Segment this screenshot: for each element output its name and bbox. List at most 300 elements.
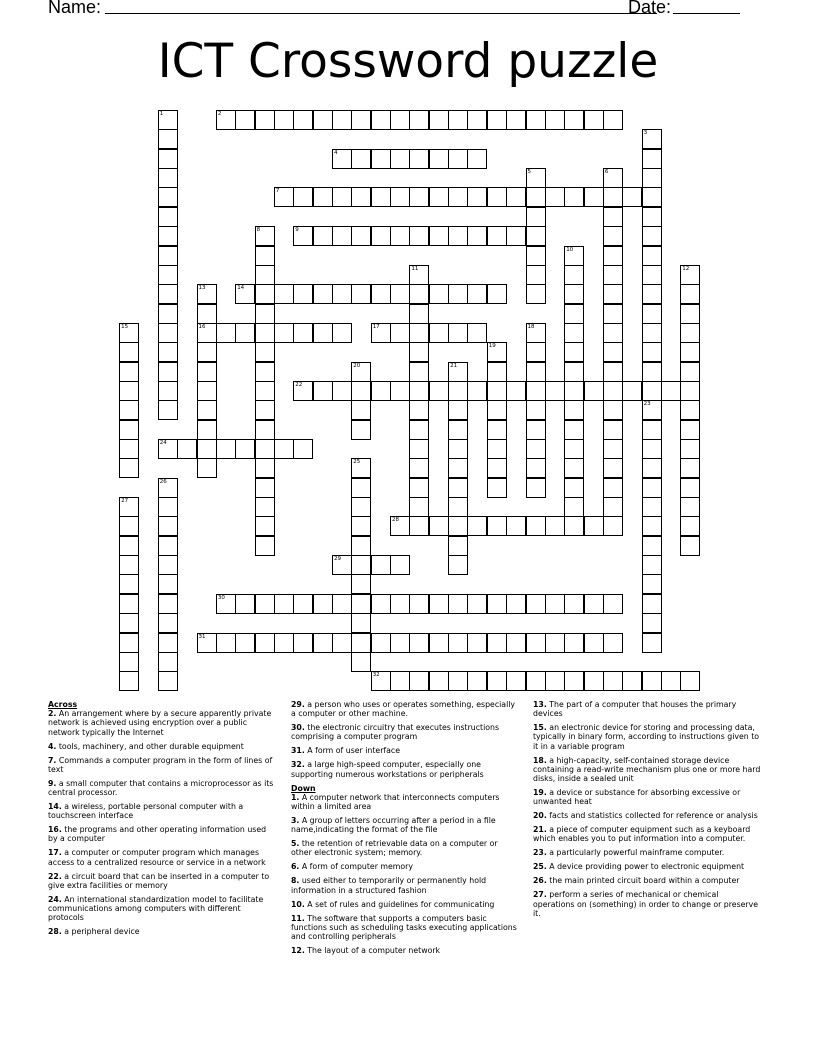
grid-cell[interactable] (409, 342, 429, 362)
grid-cell[interactable] (487, 439, 507, 459)
grid-cell[interactable] (487, 671, 507, 691)
grid-cell[interactable] (177, 439, 197, 459)
grid-cell[interactable] (642, 400, 662, 420)
grid-cell[interactable] (564, 439, 584, 459)
grid-cell[interactable] (545, 671, 565, 691)
grid-cell[interactable] (680, 478, 700, 498)
grid-cell[interactable] (642, 633, 662, 653)
grid-cell[interactable] (642, 439, 662, 459)
grid-cell[interactable] (642, 129, 662, 149)
grid-cell[interactable] (409, 420, 429, 440)
grid-cell[interactable] (642, 381, 662, 401)
grid-cell[interactable] (487, 516, 507, 536)
grid-cell[interactable] (119, 536, 139, 556)
grid-cell[interactable] (642, 458, 662, 478)
grid-cell[interactable] (526, 110, 546, 130)
grid-cell[interactable] (255, 516, 275, 536)
grid-cell[interactable] (158, 613, 178, 633)
grid-cell[interactable] (680, 342, 700, 362)
grid-cell[interactable] (680, 400, 700, 420)
grid-cell[interactable] (487, 342, 507, 362)
grid-cell[interactable] (564, 671, 584, 691)
grid-cell[interactable] (545, 187, 565, 207)
grid-cell[interactable] (448, 420, 468, 440)
grid-cell[interactable] (390, 671, 410, 691)
grid-cell[interactable] (680, 284, 700, 304)
grid-cell[interactable] (487, 362, 507, 382)
grid-cell[interactable] (642, 536, 662, 556)
grid-cell[interactable] (487, 381, 507, 401)
grid-cell[interactable] (313, 381, 333, 401)
grid-cell[interactable] (487, 420, 507, 440)
grid-cell[interactable] (197, 633, 217, 653)
grid-cell[interactable] (158, 478, 178, 498)
grid-cell[interactable] (158, 207, 178, 227)
grid-cell[interactable] (467, 671, 487, 691)
grid-cell[interactable] (293, 284, 313, 304)
grid-cell[interactable] (564, 594, 584, 614)
grid-cell[interactable] (158, 265, 178, 285)
grid-cell[interactable] (448, 458, 468, 478)
grid-cell[interactable] (409, 187, 429, 207)
grid-cell[interactable] (448, 400, 468, 420)
grid-cell[interactable] (487, 400, 507, 420)
grid-cell[interactable] (545, 381, 565, 401)
grid-cell[interactable] (584, 516, 604, 536)
grid-cell[interactable] (429, 671, 449, 691)
grid-cell[interactable] (680, 439, 700, 459)
grid-cell[interactable] (274, 284, 294, 304)
grid-cell[interactable] (603, 304, 623, 324)
grid-cell[interactable] (119, 362, 139, 382)
grid-cell[interactable] (409, 284, 429, 304)
grid-cell[interactable] (158, 574, 178, 594)
grid-cell[interactable] (371, 110, 391, 130)
grid-cell[interactable] (351, 400, 371, 420)
grid-cell[interactable] (526, 265, 546, 285)
grid-cell[interactable] (255, 265, 275, 285)
grid-cell[interactable] (409, 594, 429, 614)
grid-cell[interactable] (351, 652, 371, 672)
grid-cell[interactable] (584, 381, 604, 401)
grid-cell[interactable] (255, 284, 275, 304)
grid-cell[interactable] (526, 478, 546, 498)
grid-cell[interactable] (584, 671, 604, 691)
grid-cell[interactable] (429, 110, 449, 130)
grid-cell[interactable] (235, 284, 255, 304)
grid-cell[interactable] (274, 633, 294, 653)
grid-cell[interactable] (526, 381, 546, 401)
grid-cell[interactable] (448, 110, 468, 130)
grid-cell[interactable] (158, 168, 178, 188)
grid-cell[interactable] (680, 381, 700, 401)
grid-cell[interactable] (526, 187, 546, 207)
grid-cell[interactable] (448, 362, 468, 382)
grid-cell[interactable] (603, 478, 623, 498)
grid-cell[interactable] (603, 342, 623, 362)
grid-cell[interactable] (255, 420, 275, 440)
grid-cell[interactable] (467, 226, 487, 246)
grid-cell[interactable] (351, 633, 371, 653)
grid-cell[interactable] (680, 671, 700, 691)
grid-cell[interactable] (409, 633, 429, 653)
grid-cell[interactable] (390, 226, 410, 246)
grid-cell[interactable] (371, 671, 391, 691)
grid-cell[interactable] (255, 400, 275, 420)
grid-cell[interactable] (274, 594, 294, 614)
grid-cell[interactable] (467, 633, 487, 653)
grid-cell[interactable] (409, 458, 429, 478)
grid-cell[interactable] (526, 594, 546, 614)
grid-cell[interactable] (158, 671, 178, 691)
grid-cell[interactable] (526, 516, 546, 536)
grid-cell[interactable] (487, 458, 507, 478)
grid-cell[interactable] (119, 613, 139, 633)
grid-cell[interactable] (622, 671, 642, 691)
grid-cell[interactable] (332, 226, 352, 246)
grid-cell[interactable] (409, 149, 429, 169)
grid-cell[interactable] (119, 671, 139, 691)
grid-cell[interactable] (351, 613, 371, 633)
grid-cell[interactable] (603, 671, 623, 691)
grid-cell[interactable] (622, 187, 642, 207)
grid-cell[interactable] (197, 420, 217, 440)
grid-cell[interactable] (564, 420, 584, 440)
grid-cell[interactable] (603, 362, 623, 382)
grid-cell[interactable] (351, 536, 371, 556)
grid-cell[interactable] (680, 304, 700, 324)
grid-cell[interactable] (293, 323, 313, 343)
grid-cell[interactable] (642, 574, 662, 594)
grid-cell[interactable] (158, 633, 178, 653)
grid-cell[interactable] (158, 536, 178, 556)
grid-cell[interactable] (255, 536, 275, 556)
grid-cell[interactable] (119, 574, 139, 594)
grid-cell[interactable] (216, 110, 236, 130)
grid-cell[interactable] (603, 265, 623, 285)
grid-cell[interactable] (564, 323, 584, 343)
grid-cell[interactable] (351, 149, 371, 169)
grid-cell[interactable] (564, 304, 584, 324)
grid-cell[interactable] (158, 110, 178, 130)
grid-cell[interactable] (409, 381, 429, 401)
grid-cell[interactable] (255, 458, 275, 478)
grid-cell[interactable] (487, 226, 507, 246)
grid-cell[interactable] (448, 323, 468, 343)
grid-cell[interactable] (235, 594, 255, 614)
grid-cell[interactable] (332, 381, 352, 401)
grid-cell[interactable] (584, 594, 604, 614)
grid-cell[interactable] (642, 304, 662, 324)
grid-cell[interactable] (448, 497, 468, 517)
grid-cell[interactable] (371, 149, 391, 169)
grid-cell[interactable] (313, 323, 333, 343)
grid-cell[interactable] (409, 304, 429, 324)
grid-cell[interactable] (603, 207, 623, 227)
grid-cell[interactable] (603, 168, 623, 188)
grid-cell[interactable] (429, 187, 449, 207)
grid-cell[interactable] (467, 284, 487, 304)
grid-cell[interactable] (371, 555, 391, 575)
grid-cell[interactable] (603, 420, 623, 440)
grid-cell[interactable] (448, 516, 468, 536)
grid-cell[interactable] (371, 633, 391, 653)
grid-cell[interactable] (584, 187, 604, 207)
grid-cell[interactable] (351, 381, 371, 401)
grid-cell[interactable] (158, 246, 178, 266)
grid-cell[interactable] (564, 478, 584, 498)
grid-cell[interactable] (197, 284, 217, 304)
grid-cell[interactable] (274, 110, 294, 130)
grid-cell[interactable] (467, 594, 487, 614)
grid-cell[interactable] (680, 516, 700, 536)
grid-cell[interactable] (642, 246, 662, 266)
grid-cell[interactable] (429, 284, 449, 304)
grid-cell[interactable] (255, 226, 275, 246)
grid-cell[interactable] (642, 342, 662, 362)
grid-cell[interactable] (448, 594, 468, 614)
grid-cell[interactable] (274, 187, 294, 207)
grid-cell[interactable] (197, 381, 217, 401)
grid-cell[interactable] (603, 400, 623, 420)
grid-cell[interactable] (255, 246, 275, 266)
grid-cell[interactable] (351, 594, 371, 614)
grid-cell[interactable] (255, 594, 275, 614)
grid-cell[interactable] (448, 633, 468, 653)
grid-cell[interactable] (642, 265, 662, 285)
grid-cell[interactable] (274, 323, 294, 343)
grid-cell[interactable] (448, 555, 468, 575)
grid-cell[interactable] (642, 207, 662, 227)
grid-cell[interactable] (642, 420, 662, 440)
grid-cell[interactable] (119, 381, 139, 401)
grid-cell[interactable] (255, 362, 275, 382)
grid-cell[interactable] (564, 265, 584, 285)
grid-cell[interactable] (603, 323, 623, 343)
grid-cell[interactable] (506, 633, 526, 653)
grid-cell[interactable] (332, 323, 352, 343)
grid-cell[interactable] (642, 226, 662, 246)
grid-cell[interactable] (235, 110, 255, 130)
grid-cell[interactable] (526, 207, 546, 227)
grid-cell[interactable] (680, 497, 700, 517)
grid-cell[interactable] (448, 671, 468, 691)
grid-cell[interactable] (351, 458, 371, 478)
grid-cell[interactable] (642, 613, 662, 633)
grid-cell[interactable] (642, 168, 662, 188)
grid-cell[interactable] (351, 574, 371, 594)
grid-cell[interactable] (603, 381, 623, 401)
grid-cell[interactable] (429, 633, 449, 653)
grid-cell[interactable] (351, 284, 371, 304)
grid-cell[interactable] (313, 594, 333, 614)
grid-cell[interactable] (545, 594, 565, 614)
grid-cell[interactable] (158, 226, 178, 246)
grid-cell[interactable] (526, 168, 546, 188)
grid-cell[interactable] (351, 478, 371, 498)
grid-cell[interactable] (119, 400, 139, 420)
grid-cell[interactable] (119, 420, 139, 440)
grid-cell[interactable] (564, 284, 584, 304)
grid-cell[interactable] (642, 284, 662, 304)
grid-cell[interactable] (158, 284, 178, 304)
grid-cell[interactable] (255, 633, 275, 653)
grid-cell[interactable] (526, 342, 546, 362)
grid-cell[interactable] (680, 362, 700, 382)
grid-cell[interactable] (409, 110, 429, 130)
grid-cell[interactable] (216, 594, 236, 614)
grid-cell[interactable] (255, 497, 275, 517)
grid-cell[interactable] (371, 187, 391, 207)
grid-cell[interactable] (197, 362, 217, 382)
grid-cell[interactable] (506, 226, 526, 246)
grid-cell[interactable] (119, 458, 139, 478)
grid-cell[interactable] (467, 187, 487, 207)
grid-cell[interactable] (409, 516, 429, 536)
grid-cell[interactable] (390, 555, 410, 575)
grid-cell[interactable] (293, 633, 313, 653)
grid-cell[interactable] (603, 284, 623, 304)
grid-cell[interactable] (332, 187, 352, 207)
grid-cell[interactable] (506, 110, 526, 130)
grid-cell[interactable] (255, 323, 275, 343)
grid-cell[interactable] (390, 110, 410, 130)
grid-cell[interactable] (158, 129, 178, 149)
grid-cell[interactable] (351, 555, 371, 575)
grid-cell[interactable] (603, 633, 623, 653)
grid-cell[interactable] (429, 149, 449, 169)
grid-cell[interactable] (409, 323, 429, 343)
grid-cell[interactable] (564, 342, 584, 362)
grid-cell[interactable] (351, 497, 371, 517)
grid-cell[interactable] (564, 400, 584, 420)
grid-cell[interactable] (255, 439, 275, 459)
grid-cell[interactable] (603, 246, 623, 266)
grid-cell[interactable] (409, 226, 429, 246)
grid-cell[interactable] (255, 381, 275, 401)
grid-cell[interactable] (642, 555, 662, 575)
grid-cell[interactable] (564, 246, 584, 266)
grid-cell[interactable] (448, 439, 468, 459)
grid-cell[interactable] (119, 633, 139, 653)
grid-cell[interactable] (642, 671, 662, 691)
grid-cell[interactable] (642, 323, 662, 343)
grid-cell[interactable] (467, 381, 487, 401)
grid-cell[interactable] (467, 516, 487, 536)
grid-cell[interactable] (255, 342, 275, 362)
grid-cell[interactable] (119, 497, 139, 517)
grid-cell[interactable] (487, 633, 507, 653)
grid-cell[interactable] (390, 516, 410, 536)
grid-cell[interactable] (255, 110, 275, 130)
grid-cell[interactable] (448, 536, 468, 556)
grid-cell[interactable] (158, 323, 178, 343)
grid-cell[interactable] (680, 458, 700, 478)
grid-cell[interactable] (642, 149, 662, 169)
grid-cell[interactable] (680, 323, 700, 343)
grid-cell[interactable] (313, 633, 333, 653)
grid-cell[interactable] (526, 400, 546, 420)
grid-cell[interactable] (216, 323, 236, 343)
grid-cell[interactable] (603, 497, 623, 517)
grid-cell[interactable] (545, 516, 565, 536)
grid-cell[interactable] (642, 478, 662, 498)
grid-cell[interactable] (197, 342, 217, 362)
grid-cell[interactable] (467, 323, 487, 343)
grid-cell[interactable] (409, 439, 429, 459)
grid-cell[interactable] (119, 516, 139, 536)
grid-cell[interactable] (119, 323, 139, 343)
grid-cell[interactable] (351, 110, 371, 130)
grid-cell[interactable] (526, 362, 546, 382)
grid-cell[interactable] (526, 226, 546, 246)
grid-cell[interactable] (351, 516, 371, 536)
grid-cell[interactable] (506, 594, 526, 614)
grid-cell[interactable] (642, 594, 662, 614)
grid-cell[interactable] (409, 497, 429, 517)
grid-cell[interactable] (371, 284, 391, 304)
grid-cell[interactable] (255, 304, 275, 324)
grid-cell[interactable] (642, 497, 662, 517)
grid-cell[interactable] (332, 110, 352, 130)
grid-cell[interactable] (506, 516, 526, 536)
grid-cell[interactable] (487, 187, 507, 207)
grid-cell[interactable] (564, 458, 584, 478)
grid-cell[interactable] (390, 594, 410, 614)
grid-cell[interactable] (487, 284, 507, 304)
grid-cell[interactable] (158, 516, 178, 536)
grid-cell[interactable] (467, 110, 487, 130)
grid-cell[interactable] (158, 187, 178, 207)
grid-cell[interactable] (487, 110, 507, 130)
grid-cell[interactable] (293, 381, 313, 401)
grid-cell[interactable] (448, 478, 468, 498)
grid-cell[interactable] (158, 497, 178, 517)
grid-cell[interactable] (197, 439, 217, 459)
grid-cell[interactable] (313, 187, 333, 207)
grid-cell[interactable] (293, 187, 313, 207)
grid-cell[interactable] (235, 323, 255, 343)
grid-cell[interactable] (409, 362, 429, 382)
grid-cell[interactable] (642, 516, 662, 536)
grid-cell[interactable] (293, 594, 313, 614)
grid-cell[interactable] (661, 671, 681, 691)
grid-cell[interactable] (448, 226, 468, 246)
grid-cell[interactable] (158, 381, 178, 401)
grid-cell[interactable] (351, 362, 371, 382)
grid-cell[interactable] (584, 633, 604, 653)
grid-cell[interactable] (448, 284, 468, 304)
grid-cell[interactable] (158, 439, 178, 459)
grid-cell[interactable] (448, 187, 468, 207)
grid-cell[interactable] (680, 536, 700, 556)
grid-cell[interactable] (603, 226, 623, 246)
grid-cell[interactable] (158, 342, 178, 362)
grid-cell[interactable] (603, 187, 623, 207)
grid-cell[interactable] (158, 304, 178, 324)
grid-cell[interactable] (390, 149, 410, 169)
grid-cell[interactable] (429, 226, 449, 246)
grid-cell[interactable] (390, 381, 410, 401)
grid-cell[interactable] (642, 187, 662, 207)
grid-cell[interactable] (526, 439, 546, 459)
grid-cell[interactable] (526, 284, 546, 304)
grid-cell[interactable] (622, 381, 642, 401)
grid-cell[interactable] (313, 284, 333, 304)
grid-cell[interactable] (526, 323, 546, 343)
grid-cell[interactable] (235, 633, 255, 653)
grid-cell[interactable] (119, 439, 139, 459)
